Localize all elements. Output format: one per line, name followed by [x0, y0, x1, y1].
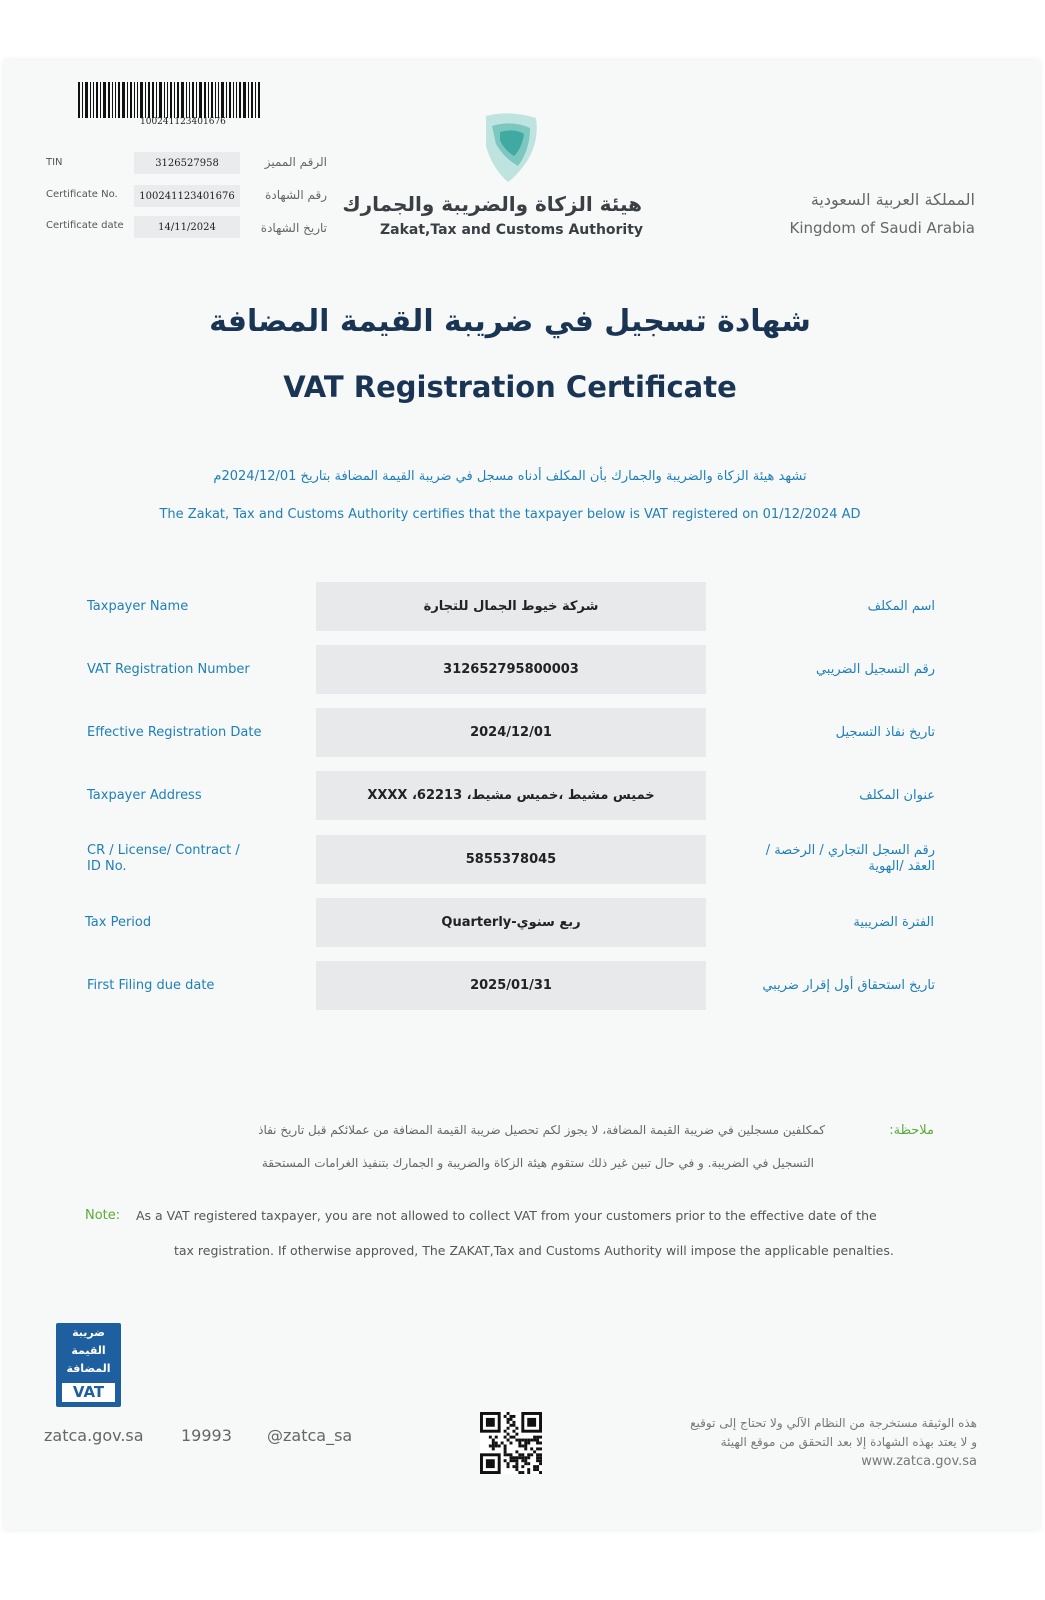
- qr-module: [504, 1436, 507, 1439]
- qr-module: [521, 1456, 524, 1459]
- qr-module: [539, 1459, 542, 1462]
- qr-module: [495, 1444, 498, 1447]
- qr-module: [507, 1412, 510, 1415]
- taxpayer-address-label-ar: عنوان المكلف: [859, 788, 935, 803]
- qr-module: [504, 1415, 507, 1418]
- barcode-bar: [90, 82, 91, 118]
- note-text-en-line1: As a VAT registered taxpayer, you are not allowed to collect VAT from your customers prior to the effective date of the: [136, 1208, 877, 1223]
- qr-module: [518, 1453, 521, 1456]
- qr-module: [512, 1415, 515, 1418]
- taxpayer-address-label: Taxpayer Address: [87, 788, 202, 803]
- barcode-bar: [181, 82, 184, 118]
- tax-period-label: Tax Period: [85, 915, 152, 930]
- qr-code-icon: [480, 1412, 542, 1474]
- qr-module: [521, 1444, 524, 1447]
- qr-module: [515, 1468, 518, 1471]
- certificate-no-label-ar: رقم الشهادة: [265, 188, 327, 202]
- qr-module: [512, 1459, 515, 1462]
- barcode-bar: [156, 82, 157, 118]
- qr-module: [521, 1465, 524, 1468]
- barcode-bar: [103, 82, 106, 118]
- cr-license-value: 5855378045: [316, 835, 706, 884]
- qr-module: [515, 1433, 518, 1436]
- effective-date-label: Effective Registration Date: [87, 725, 262, 740]
- qr-module: [539, 1447, 542, 1450]
- barcode-bar: [115, 82, 116, 118]
- barcode-bar: [130, 82, 132, 118]
- tin-value: 3126527958: [134, 152, 240, 174]
- qr-module: [527, 1418, 536, 1427]
- vat-logo-ar-line1: ضريبة: [72, 1326, 105, 1339]
- qr-module: [533, 1439, 536, 1442]
- note-text-ar-line1: كمكلفين مسجلين في ضريبة القيمة المضافة، لا يجوز لكم تحصيل ضريبة القيمة المضافة من عملائكم قبل تاريخ نفاذ: [258, 1123, 825, 1137]
- qr-module: [507, 1421, 510, 1424]
- qr-module: [533, 1436, 536, 1439]
- barcode-bar: [229, 82, 231, 118]
- barcode-bar: [255, 82, 256, 118]
- qr-module: [539, 1471, 542, 1474]
- qr-module: [495, 1442, 498, 1445]
- certification-statement-ar: تشهد هيئة الزكاة والضريبة والجمارك بأن المكلف أدناه مسجل في ضريبة القيمة المضافة بتاريخ 2024/12/01م: [213, 469, 807, 484]
- barcode-bar: [186, 82, 187, 118]
- qr-module: [512, 1424, 515, 1427]
- barcode-bar: [108, 82, 110, 118]
- barcode-bar: [152, 82, 154, 118]
- barcode-bar: [258, 82, 260, 118]
- first-filing-label: First Filing due date: [87, 978, 215, 993]
- note-label-en: Note:: [85, 1208, 121, 1223]
- document-url[interactable]: www.zatca.gov.sa: [861, 1454, 977, 1469]
- qr-module: [512, 1456, 515, 1459]
- qr-module: [504, 1450, 507, 1453]
- qr-module: [536, 1439, 539, 1442]
- qr-module: [539, 1462, 542, 1465]
- qr-module: [510, 1424, 513, 1427]
- taxpayer-address-value: خميس مشيط ،خميس مشيط، 62213، XXXX: [316, 771, 706, 820]
- qr-module: [507, 1433, 510, 1436]
- barcode: [78, 82, 292, 118]
- vat-logo: [56, 1323, 121, 1407]
- barcode-bar: [174, 82, 175, 118]
- footer-phone: 19993: [181, 1426, 232, 1445]
- qr-module: [507, 1418, 510, 1421]
- qr-module: [530, 1447, 533, 1450]
- barcode-bar: [218, 82, 219, 118]
- qr-module: [510, 1418, 513, 1421]
- qr-module: [536, 1468, 539, 1471]
- qr-module: [518, 1456, 521, 1459]
- barcode-bar: [233, 82, 234, 118]
- qr-module: [521, 1453, 524, 1456]
- footer-social-handle[interactable]: @zatca_sa: [267, 1426, 353, 1445]
- qr-module: [510, 1456, 513, 1459]
- barcode-bar: [122, 82, 125, 118]
- qr-module: [527, 1462, 530, 1465]
- qr-module: [507, 1439, 510, 1442]
- qr-module: [512, 1421, 515, 1424]
- vat-number-value: 312652795800003: [316, 645, 706, 694]
- qr-module: [521, 1471, 524, 1474]
- qr-module: [515, 1450, 518, 1453]
- barcode-bar: [127, 82, 128, 118]
- barcode-bar: [100, 82, 101, 118]
- qr-module: [510, 1453, 513, 1456]
- qr-module: [510, 1415, 513, 1418]
- certificate-no-label: Certificate No.: [46, 189, 118, 200]
- footer-website[interactable]: zatca.gov.sa: [44, 1426, 144, 1445]
- qr-module: [489, 1444, 492, 1447]
- barcode-bar: [192, 82, 194, 118]
- qr-module: [536, 1459, 539, 1462]
- vat-number-label: VAT Registration Number: [87, 662, 250, 677]
- qr-module: [527, 1439, 530, 1442]
- qr-module: [536, 1456, 539, 1459]
- barcode-bar: [134, 82, 135, 118]
- kingdom-name-en: Kingdom of Saudi Arabia: [789, 219, 975, 237]
- barcode-bar: [140, 82, 143, 118]
- qr-module: [524, 1459, 527, 1462]
- qr-module: [536, 1465, 539, 1468]
- qr-module: [504, 1444, 507, 1447]
- certificate-no-value: 100241123401676: [134, 185, 240, 207]
- qr-module: [539, 1436, 542, 1439]
- certificate-title-en: VAT Registration Certificate: [283, 370, 737, 404]
- qr-module: [536, 1447, 539, 1450]
- tax-period-label-ar: الفترة الضريبية: [853, 915, 934, 930]
- note-text-en-line2: tax registration. If otherwise approved, The ZAKAT,Tax and Customs Authority will impose the applicable penalties.: [174, 1243, 894, 1258]
- taxpayer-name-label: Taxpayer Name: [87, 599, 189, 614]
- qr-module: [539, 1453, 542, 1456]
- certificate-date-value: 14/11/2024: [134, 216, 240, 238]
- certificate-title-ar: شهادة تسجيل في ضريبة القيمة المضافة: [209, 304, 811, 339]
- barcode-bar: [112, 82, 113, 118]
- qr-module: [504, 1459, 507, 1462]
- qr-module: [518, 1439, 521, 1442]
- qr-module: [492, 1439, 495, 1442]
- first-filing-label-ar: تاريخ استحقاق أول إقرار ضريبي: [762, 978, 935, 993]
- qr-module: [507, 1462, 510, 1465]
- barcode-bar: [177, 82, 179, 118]
- qr-module: [504, 1430, 507, 1433]
- barcode-bar: [239, 82, 241, 118]
- vat-logo-ar-line2: القيمة: [71, 1344, 106, 1357]
- qr-module: [539, 1442, 542, 1445]
- barcode-bar: [159, 82, 162, 118]
- zatca-logo-icon: [478, 110, 542, 184]
- vat-logo-en: VAT: [62, 1383, 115, 1402]
- barcode-bar: [221, 82, 224, 118]
- barcode-bar: [199, 82, 202, 118]
- qr-module: [515, 1456, 518, 1459]
- qr-module: [530, 1439, 533, 1442]
- authority-name-ar: هيئة الزكاة والضريبة والجمارك: [342, 192, 642, 216]
- qr-module: [533, 1450, 536, 1453]
- qr-module: [515, 1465, 518, 1468]
- qr-module: [489, 1436, 492, 1439]
- qr-module: [515, 1439, 518, 1442]
- qr-module: [492, 1442, 495, 1445]
- barcode-bar: [164, 82, 165, 118]
- vat-logo-ar-line3: المضافة: [66, 1362, 111, 1375]
- barcode-number: 100241123401676: [140, 117, 226, 127]
- qr-module: [507, 1427, 510, 1430]
- vat-number-label-ar: رقم التسجيل الضريبي: [815, 662, 935, 677]
- qr-module: [527, 1456, 530, 1459]
- qr-module: [515, 1462, 518, 1465]
- taxpayer-name-label-ar: اسم المكلف: [867, 599, 935, 614]
- note-label-ar: ملاحظة:: [889, 1123, 934, 1138]
- qr-module: [524, 1439, 527, 1442]
- document-note-line1: هذه الوثيقة مستخرجة من النظام الآلي ولا تحتاج إلى توقيع: [690, 1416, 977, 1430]
- certification-statement-en: The Zakat, Tax and Customs Authority certifies that the taxpayer below is VAT registered on 01/12/2024 AD: [159, 507, 861, 522]
- qr-module: [524, 1456, 527, 1459]
- qr-module: [492, 1444, 495, 1447]
- certificate-date-label-ar: تاريخ الشهادة: [260, 221, 327, 235]
- qr-module: [504, 1453, 507, 1456]
- barcode-bar: [251, 82, 253, 118]
- barcode-bar: [211, 82, 213, 118]
- qr-module: [495, 1436, 498, 1439]
- qr-module: [507, 1453, 510, 1456]
- qr-module: [486, 1418, 495, 1427]
- qr-module: [536, 1453, 539, 1456]
- qr-module: [536, 1436, 539, 1439]
- qr-module: [501, 1442, 504, 1445]
- qr-module: [518, 1471, 521, 1474]
- authority-name-en: Zakat,Tax and Customs Authority: [380, 222, 644, 238]
- qr-module: [515, 1427, 518, 1430]
- certificate-date-label: Certificate date: [46, 220, 124, 231]
- qr-module: [524, 1447, 527, 1450]
- note-text-ar-line2: التسجيل في الضريبة. و في حال تبين غير ذلك ستقوم هيئة الزكاة والضريبة و الجمارك بتنفيذ الغرامات المستحقة: [261, 1156, 814, 1170]
- qr-module: [527, 1453, 530, 1456]
- qr-module: [498, 1444, 501, 1447]
- barcode-bar: [78, 82, 80, 118]
- qr-module: [510, 1459, 513, 1462]
- barcode-bar: [208, 82, 209, 118]
- cr-license-label-ar: رقم السجل التجاري / الرخصة / العقد /الهوية: [765, 843, 935, 874]
- qr-module: [527, 1468, 530, 1471]
- cr-license-label: CR / License/ Contract / ID No.: [87, 843, 240, 874]
- qr-module: [536, 1442, 539, 1445]
- barcode-bar: [145, 82, 146, 118]
- qr-module: [521, 1439, 524, 1442]
- qr-module: [527, 1442, 530, 1445]
- kingdom-name-ar: المملكة العربية السعودية: [810, 190, 975, 209]
- qr-module: [533, 1465, 536, 1468]
- qr-module: [518, 1444, 521, 1447]
- qr-module: [510, 1442, 513, 1445]
- qr-module: [527, 1471, 530, 1474]
- barcode-bar: [243, 82, 246, 118]
- document-note-line2: و لا يعتد بهذه الشهادة إلا بعد التحقق من موقع الهيئة: [720, 1435, 977, 1449]
- barcode-bar: [148, 82, 150, 118]
- qr-module: [492, 1447, 495, 1450]
- tin-label-ar: الرقم المميز: [264, 155, 327, 169]
- barcode-bar: [93, 82, 94, 118]
- tax-period-value: Quarterly-ربع سنوي: [316, 898, 706, 947]
- qr-module: [530, 1453, 533, 1456]
- qr-module: [504, 1447, 507, 1450]
- barcode-bar: [137, 82, 138, 118]
- qr-module: [524, 1442, 527, 1445]
- barcode-bar: [196, 82, 197, 118]
- qr-module: [512, 1465, 515, 1468]
- barcode-bar: [118, 82, 120, 118]
- qr-module: [533, 1468, 536, 1471]
- barcode-bar: [85, 82, 88, 118]
- barcode-bar: [248, 82, 249, 118]
- qr-module: [512, 1436, 515, 1439]
- qr-module: [539, 1456, 542, 1459]
- barcode-bar: [204, 82, 206, 118]
- qr-module: [521, 1459, 524, 1462]
- barcode-bar: [189, 82, 190, 118]
- effective-date-label-ar: تاريخ نفاذ التسجيل: [835, 725, 935, 740]
- effective-date-value: 2024/12/01: [316, 708, 706, 757]
- qr-module: [486, 1459, 495, 1468]
- barcode-bar: [167, 82, 168, 118]
- qr-module: [524, 1462, 527, 1465]
- barcode-bar: [170, 82, 172, 118]
- taxpayer-name-value: شركة خيوط الجمال للتجارة: [316, 582, 706, 631]
- first-filing-value: 2025/01/31: [316, 961, 706, 1010]
- qr-module: [524, 1444, 527, 1447]
- qr-module: [510, 1436, 513, 1439]
- barcode-bar: [226, 82, 227, 118]
- qr-module: [512, 1430, 515, 1433]
- qr-module: [518, 1442, 521, 1445]
- qr-module: [515, 1459, 518, 1462]
- qr-module: [507, 1465, 510, 1468]
- barcode-bar: [215, 82, 216, 118]
- tin-label: TIN: [46, 157, 63, 168]
- barcode-bar: [96, 82, 98, 118]
- barcode-bar: [82, 82, 83, 118]
- barcode-bar: [236, 82, 237, 118]
